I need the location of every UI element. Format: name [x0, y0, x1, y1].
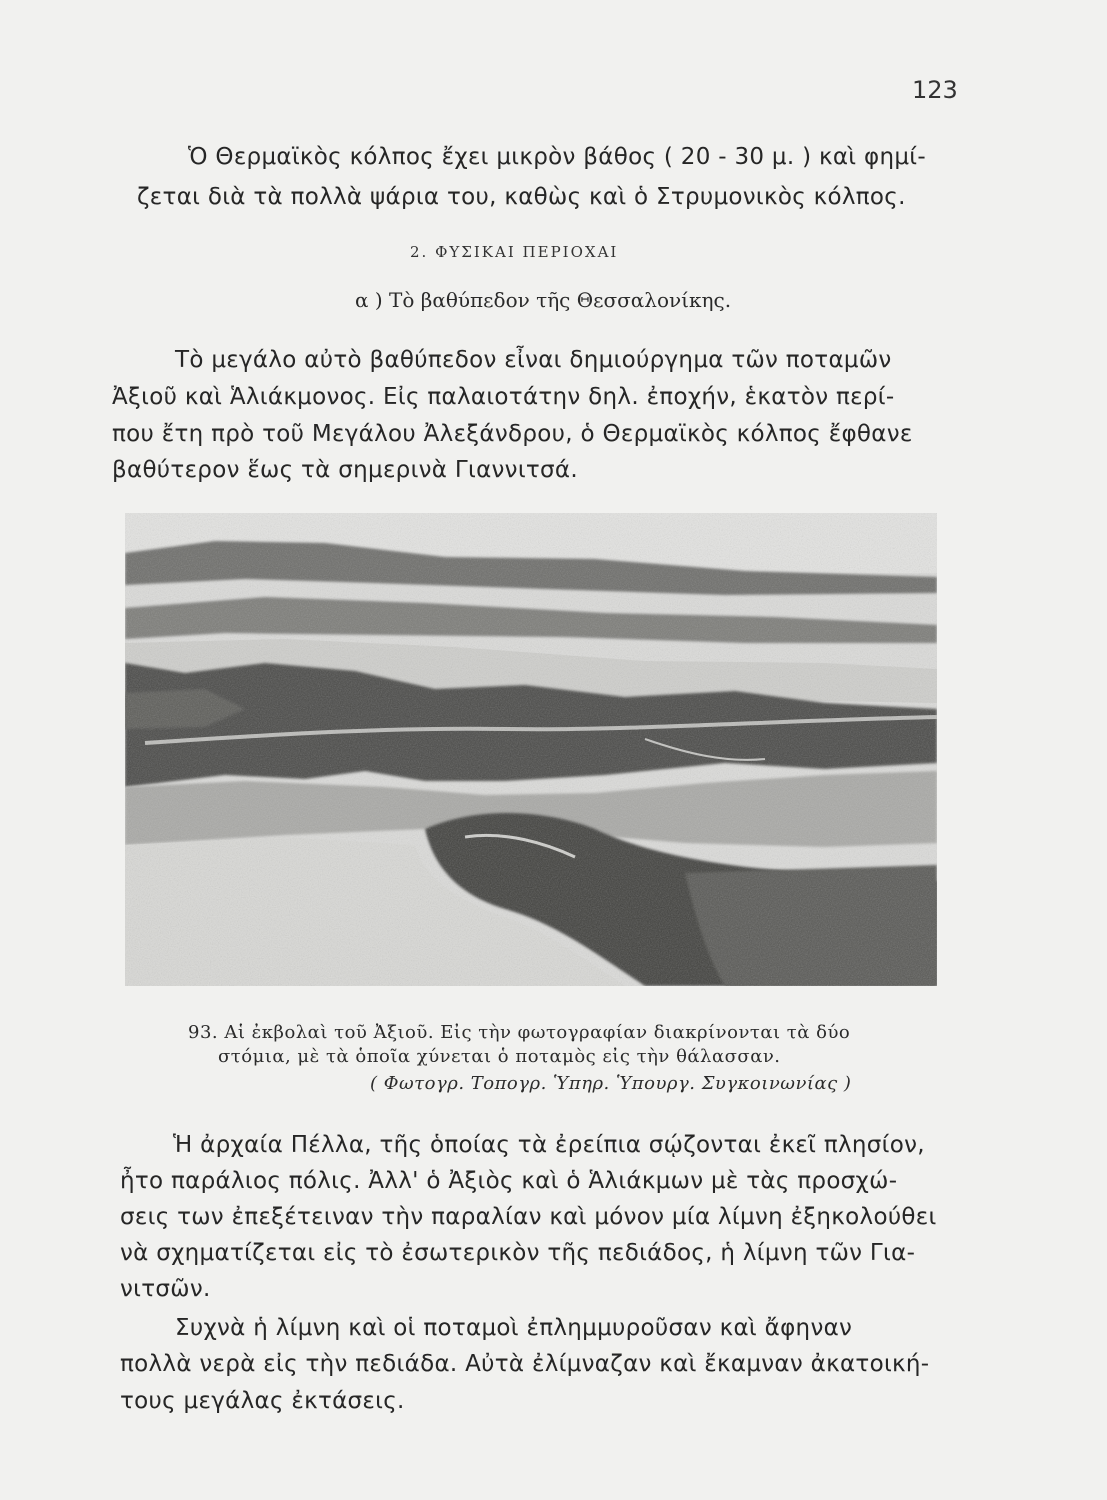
text-line: ζεται διὰ τὰ πολλὰ ψάρια του, καθὼς καὶ ὁ Στρυμονικὸς κόλπος.	[137, 184, 906, 210]
text-line: ἦτο παράλιος πόλις. Ἀλλ' ὁ Ἀξιὸς καὶ ὁ Ἁλιάκμων μὲ τὰς προσχώ-	[120, 1168, 898, 1194]
photo-credit: ( Φωτογρ. Τοπογρ. Ὑπηρ. Ὑπουργ. Συγκοινωνίας )	[370, 1073, 852, 1094]
caption-line: 93. Αἱ ἐκβολαὶ τοῦ Ἀξιοῦ. Εἰς τὴν φωτογραφίαν διακρίνονται τὰ δύο	[188, 1022, 851, 1043]
section-heading: 2. ΦΥΣΙΚΑΙ ΠΕΡΙΟΧΑΙ	[410, 243, 619, 261]
text-line: τους μεγάλας ἐκτάσεις.	[120, 1388, 405, 1414]
text-line: πολλὰ νερὰ εἰς τὴν πεδιάδα. Αὐτὰ ἐλίμναζαν καὶ ἔκαμναν ἀκατοική-	[120, 1351, 930, 1377]
text-line: σεις των ἐπεξέτειναν τὴν παραλίαν καὶ μόνον μία λίμνη ἐξηκολούθει	[120, 1204, 937, 1230]
text-line: που ἔτη πρὸ τοῦ Μεγάλου Ἀλεξάνδρου, ὁ Θερμαϊκὸς κόλπος ἔφθανε	[112, 421, 913, 447]
text-line: Συχνὰ ἡ λίμνη καὶ οἱ ποταμοὶ ἐπλημμυροῦσαν καὶ ἄφηναν	[175, 1315, 853, 1341]
text-line: Ἀξιοῦ καὶ Ἁλιάκμονος. Εἰς παλαιοτάτην δηλ. ἐποχήν, ἑκατὸν περί-	[112, 384, 895, 410]
page-number: 123	[912, 76, 958, 104]
aerial-photo	[125, 513, 937, 986]
text-line: Ὁ Θερμαϊκὸς κόλπος ἔχει μικρὸν βάθος ( 20 - 30 μ. ) καὶ φημί-	[188, 144, 926, 170]
text-line: βαθύτερον ἕως τὰ σημερινὰ Γιαννιτσά.	[112, 457, 579, 483]
subheading: α ) Τὸ βαθύπεδον τῆς Θεσσαλονίκης.	[355, 288, 732, 312]
text-line: Ἡ ἀρχαία Πέλλα, τῆς ὁποίας τὰ ἐρείπια σῴζονται ἐκεῖ πλησίον,	[173, 1132, 925, 1158]
text-line: νὰ σχηματίζεται εἰς τὸ ἐσωτερικὸν τῆς πεδιάδος, ἡ λίμνη τῶν Για-	[120, 1240, 916, 1266]
caption-line: στόμια, μὲ τὰ ὁποῖα χύνεται ὁ ποταμὸς εἰς τὴν θάλασσαν.	[218, 1046, 781, 1067]
text-line: Τὸ μεγάλο αὐτὸ βαθύπεδον εἶναι δημιούργημα τῶν ποταμῶν	[175, 347, 892, 373]
text-line: νιτσῶν.	[120, 1276, 211, 1302]
